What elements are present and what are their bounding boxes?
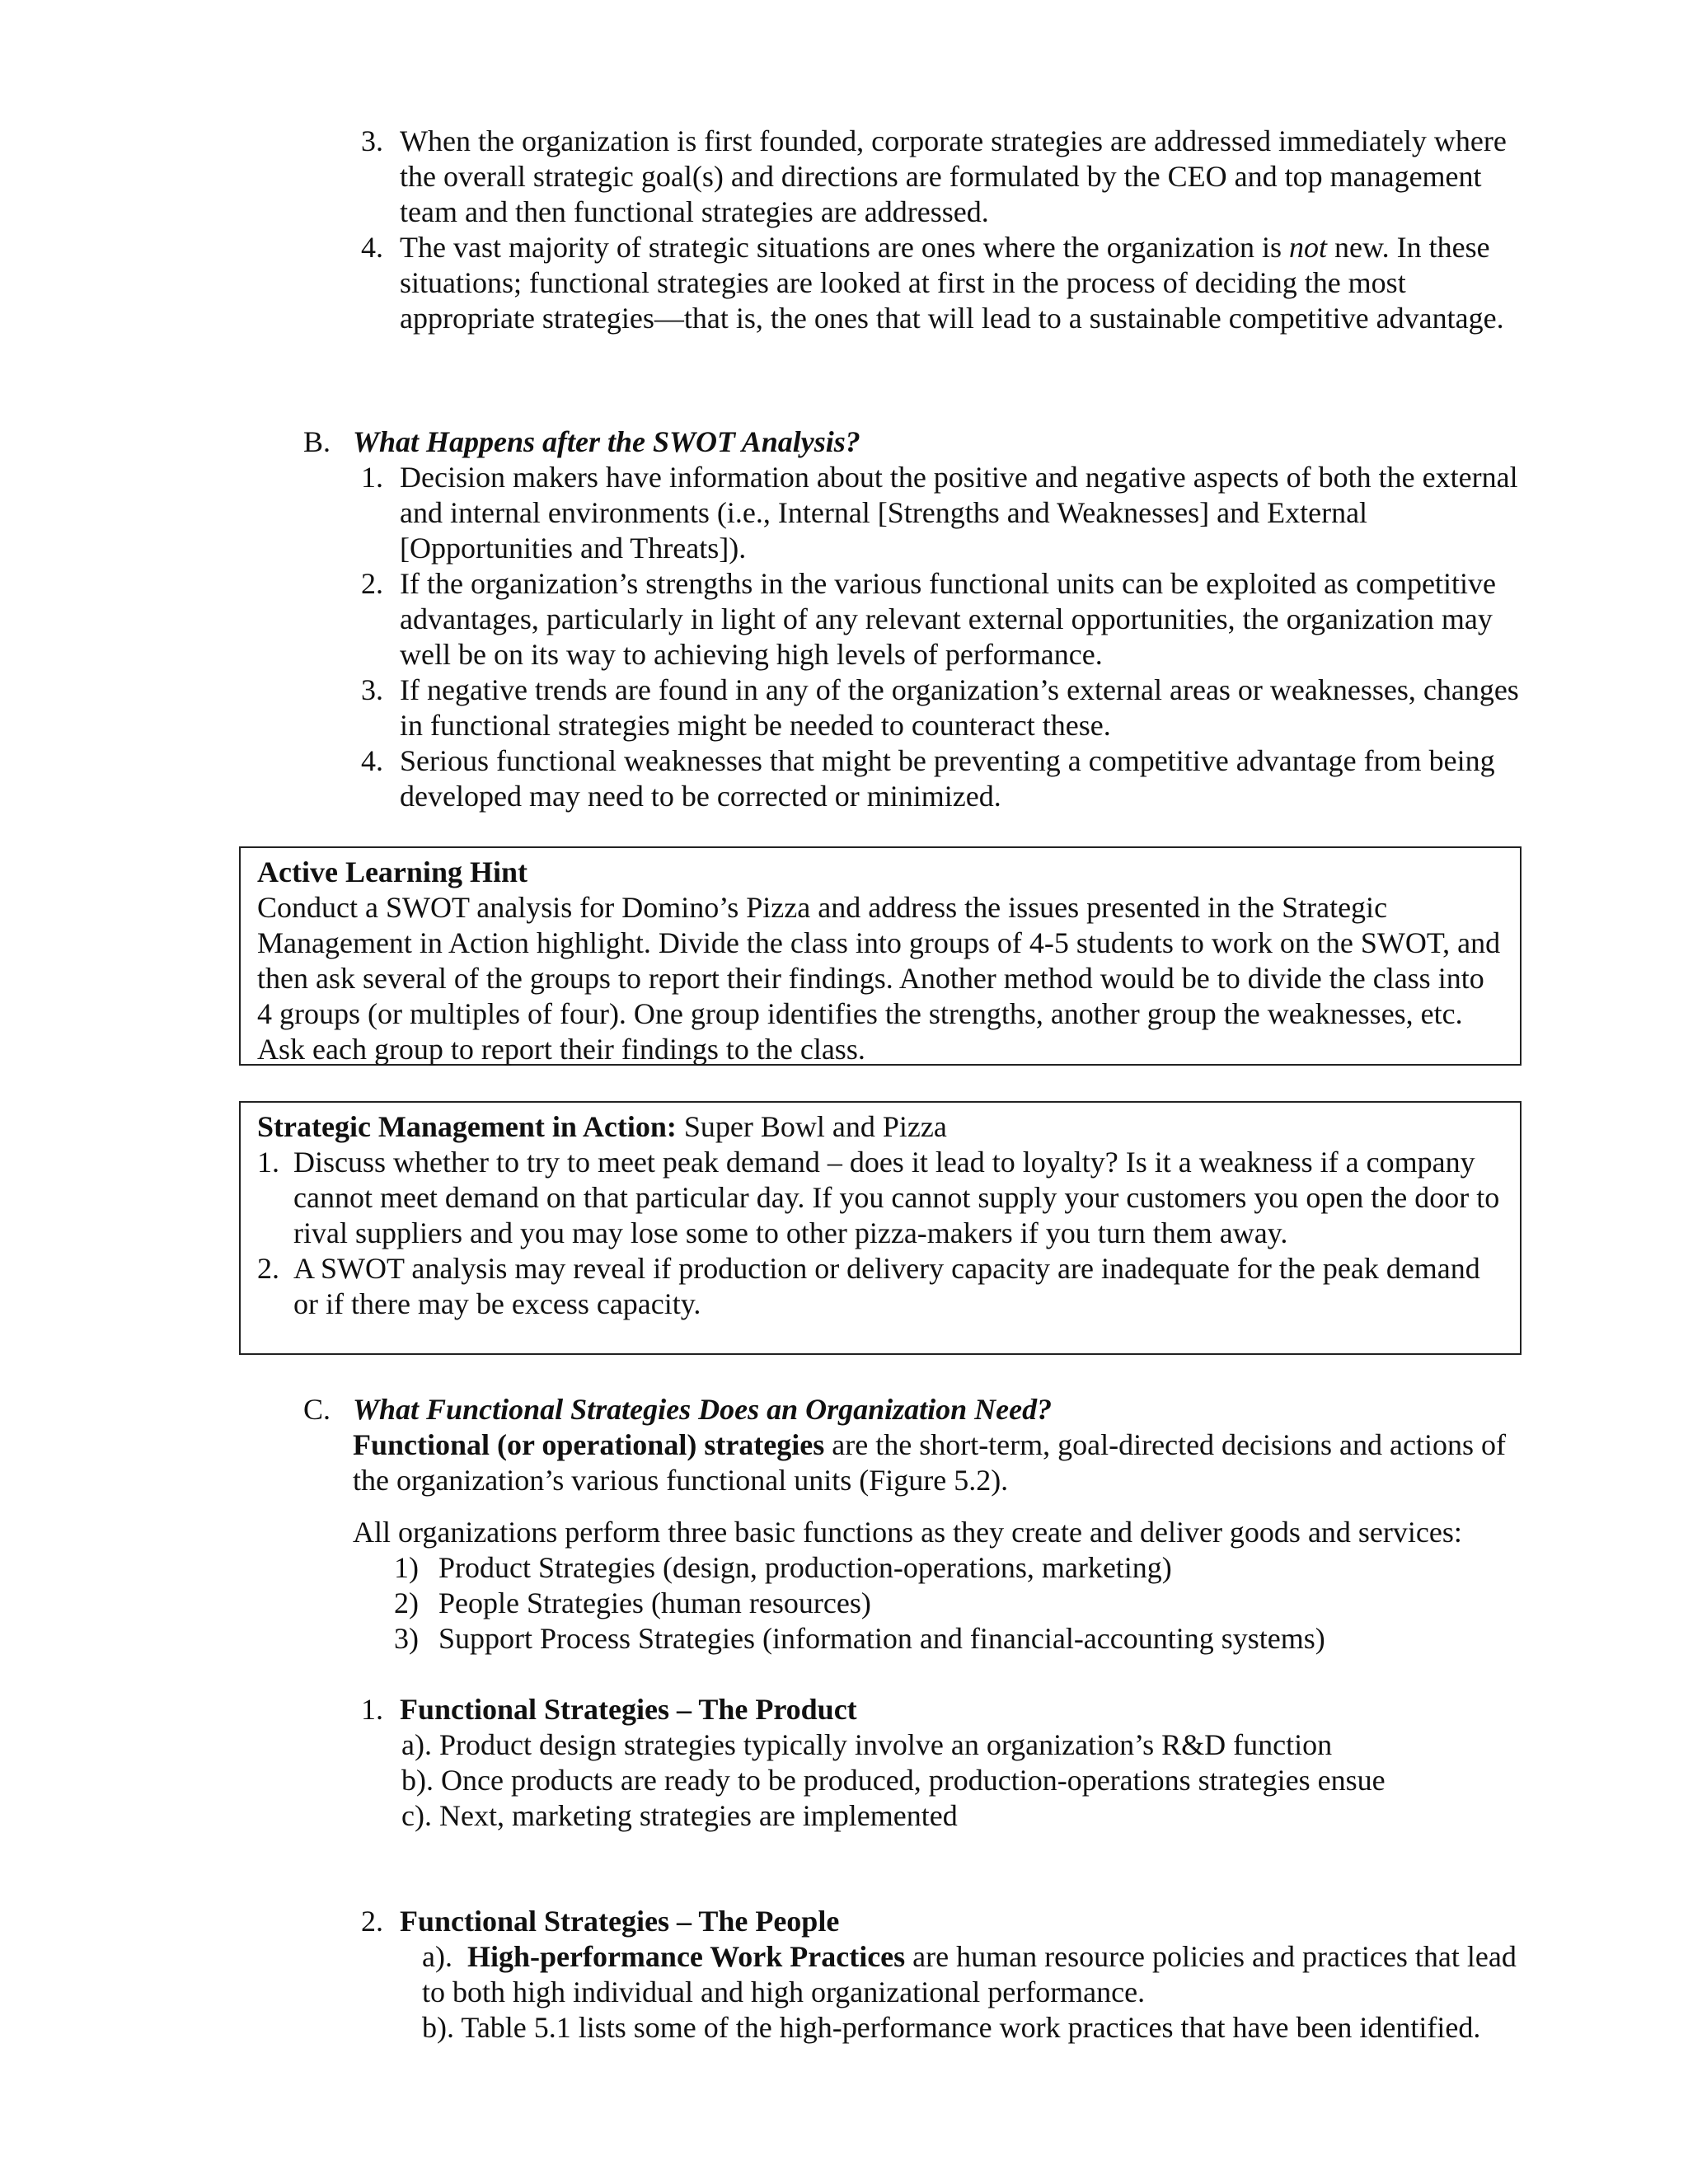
list-item: [394, 1550, 1515, 1586]
item-text: are human resource policies and practices that lead to both high individual and high organizational performance.: [422, 1940, 1517, 2008]
active-learning-hint-box: [239, 846, 1522, 1066]
item-prefix: a).: [422, 1940, 467, 1973]
list-item: b). Table 5.1 lists some of the high-performance work practices that have been identified.: [422, 2011, 1481, 2044]
section-c-heading: [303, 1392, 1052, 1427]
item-text: Serious functional weaknesses that might be preventing a competitive advantage from being developed may need to be corrected or minimized.: [400, 744, 1495, 813]
item-number: 1.: [361, 461, 383, 494]
item-number: 2): [394, 1586, 419, 1619]
subsection-title: Functional Strategies – The People: [400, 1905, 840, 1938]
section-letter: B.: [303, 425, 331, 458]
hint-box-body: Conduct a SWOT analysis for Domino’s Pizza and address the issues presented in the Strategic Management in Action highlight. Divide the class into groups of 4-5 students to work on the SWOT, and then ask several of the groups to report their findings. Another method would be to divide the class into 4 groups (or multiples of four). One group identifies the strengths, another group the weaknesses, etc. Ask each group to report their findings to the class.: [257, 891, 1501, 1066]
product-strategies-section: [350, 1692, 1521, 1727]
item-text: If the organization’s strengths in the various functional units can be exploited as competitive advantages, particularly in light of any relevant external opportunities, the organization may well be on its way to achieving high levels of performance.: [400, 567, 1496, 671]
item-number: 3.: [361, 673, 383, 706]
item-number: 1.: [361, 1693, 383, 1726]
strategic-management-action-box: [239, 1101, 1522, 1355]
item-number: 4.: [361, 231, 383, 264]
product-strategies-list: [401, 1727, 1522, 1834]
list-item: a). Product design strategies typically involve an organization’s R&D function: [401, 1728, 1333, 1761]
section-a-list: [350, 124, 1521, 336]
item-text: Discuss whether to try to meet peak demand – does it lead to loyalty? Is it a weakness if a company cannot meet demand on that particular day. If you cannot supply your customers you open the door to rival suppliers and you may lose some to other pizza-makers if you turn them away.: [293, 1146, 1500, 1249]
hint-box-title: Active Learning Hint: [257, 855, 528, 888]
action-box-title-rest: Super Bowl and Pizza: [676, 1110, 947, 1143]
list-item: [350, 673, 1521, 743]
item-number: 1): [394, 1551, 419, 1584]
item-text-emphasis: not: [1289, 231, 1328, 264]
section-title: What Happens after the SWOT Analysis?: [353, 425, 860, 458]
item-number: 2.: [361, 567, 383, 600]
functional-strategies-definition: [353, 1427, 1523, 1498]
list-item: [394, 1586, 1515, 1621]
item-text-before: The vast majority of strategic situations are ones where the organization is: [400, 231, 1290, 264]
people-strategies-section: [350, 1904, 1521, 1939]
list-item: [394, 1621, 1515, 1657]
subsection-title: Functional Strategies – The Product: [400, 1693, 857, 1726]
definition-term: Functional (or operational) strategies: [353, 1428, 825, 1461]
list-item: [350, 566, 1521, 673]
action-box-title-bold: Strategic Management in Action:: [257, 1110, 677, 1143]
item-text: Decision makers have information about the positive and negative aspects of both the external and internal environments (i.e., Internal [Strengths and Weaknesses] and External [Opportunities and Threats]).: [400, 461, 1518, 565]
item-number: 3.: [361, 124, 383, 157]
people-strategies-list: [422, 1939, 1522, 2046]
item-number: 4.: [361, 744, 383, 777]
item-text: Product Strategies (design, production-operations, marketing): [438, 1551, 1172, 1584]
section-b-list: [350, 460, 1521, 814]
section-letter: C.: [303, 1393, 331, 1426]
list-item: [350, 124, 1521, 230]
action-box-title: [257, 1109, 1503, 1145]
item-term: High-performance Work Practices: [467, 1940, 906, 1973]
list-item: [350, 460, 1521, 566]
item-number: 3): [394, 1622, 419, 1655]
list-item: [350, 1692, 1521, 1727]
list-item: [350, 230, 1521, 336]
list-item: [422, 1939, 1522, 2010]
section-b-heading: [303, 424, 860, 460]
list-item: b). Once products are ready to be produced, production-operations strategies ensue: [401, 1764, 1386, 1797]
item-text: Support Process Strategies (information and financial-accounting systems): [438, 1622, 1325, 1655]
list-item: [350, 743, 1521, 814]
item-text: If negative trends are found in any of the organization’s external areas or weaknesses, changes in functional strategies might be needed to counteract these.: [400, 673, 1519, 742]
item-number: 2.: [257, 1252, 279, 1285]
item-text: When the organization is first founded, corporate strategies are addressed immediately where the overall strategic goal(s) and directions are formulated by the CEO and top management team and then functional strategies are addressed.: [400, 124, 1507, 228]
item-number: 2.: [361, 1905, 383, 1938]
list-item: [257, 1145, 1503, 1251]
list-item: c). Next, marketing strategies are implemented: [401, 1799, 958, 1832]
item-text-after: new. In these situations; functional strategies are looked at first in the process of deciding the most appropriate strategies—that is, the ones that will lead to a sustainable competitive advantage.: [400, 231, 1504, 335]
basic-functions-list: [394, 1550, 1515, 1657]
list-item: [350, 1904, 1521, 1939]
definition-text: are the short-term, goal-directed decisions and actions of the organization’s various functional units (Figure 5.2).: [353, 1428, 1506, 1497]
basic-functions-intro: All organizations perform three basic functions as they create and deliver goods and services:: [353, 1516, 1462, 1549]
section-title: What Functional Strategies Does an Organization Need?: [353, 1393, 1053, 1426]
item-number: 1.: [257, 1146, 279, 1179]
item-text: People Strategies (human resources): [438, 1586, 871, 1619]
list-item: [257, 1251, 1503, 1322]
item-text: A SWOT analysis may reveal if production or delivery capacity are inadequate for the peak demand or if there may be excess capacity.: [293, 1252, 1480, 1320]
